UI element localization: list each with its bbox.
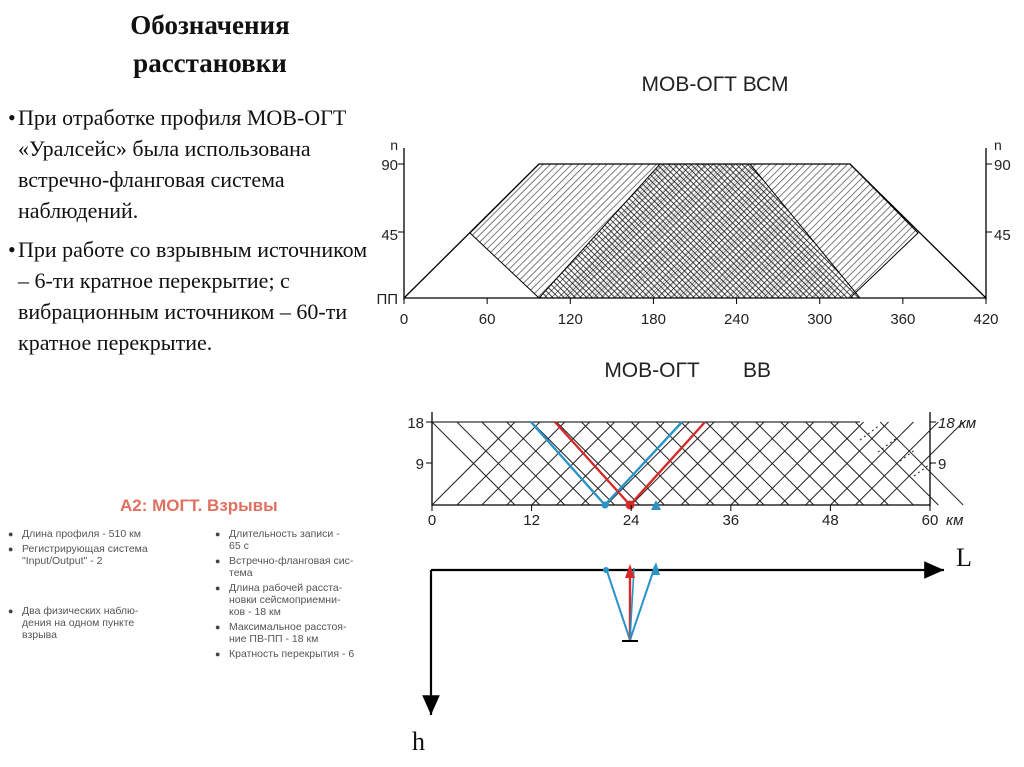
bullet-dot: • bbox=[8, 237, 16, 262]
bullet-dot: • bbox=[8, 105, 16, 130]
y-tick-label: 90 bbox=[381, 157, 398, 174]
y-tick-label-right: 90 bbox=[994, 157, 1011, 174]
x-tick-label: 24 bbox=[622, 512, 640, 529]
h-axis-label: h bbox=[412, 727, 425, 756]
y-tick-label-right: 45 bbox=[994, 227, 1011, 244]
source-point bbox=[603, 567, 609, 573]
inset-item: ● Два физических наблю- дения на одном пункте взрыва bbox=[8, 605, 208, 641]
y-axis-unit-label: n bbox=[390, 137, 398, 153]
mid-chart-x-ticks bbox=[428, 505, 939, 529]
inset-item: ● Длина профиля - 510 км bbox=[8, 528, 208, 540]
inset-title: А2: МОГТ. Взрывы bbox=[120, 496, 278, 515]
top-chart bbox=[376, 73, 1010, 328]
x-tick-label: 120 bbox=[557, 311, 583, 328]
y-tick-label: ПП bbox=[376, 291, 398, 308]
y-tick-label: 9 bbox=[415, 456, 424, 473]
bullet-text: При отработке профиля МОВ-ОГТ «Уралсейс» была использована встречно-фланговая система наблюдений. bbox=[18, 105, 347, 223]
x-tick-label: 60 bbox=[478, 311, 496, 328]
arrowhead-blue bbox=[651, 562, 660, 575]
receiver-point-blue bbox=[602, 502, 609, 509]
inset-item: ● Регистрирующая система "Input/Output" - 2 bbox=[8, 543, 208, 567]
x-tick-label: 0 bbox=[399, 311, 409, 328]
mid-chart-title-suffix: ВВ bbox=[742, 359, 772, 382]
x-tick-label: 180 bbox=[640, 311, 666, 328]
inset-item: ● Кратность перекрытия - 6 bbox=[215, 648, 415, 660]
mid-chart-title: МОВ-ОГТ bbox=[604, 359, 700, 382]
inset-item: ● Длительность записи - 65 с bbox=[215, 528, 415, 552]
y-tick-label: 45 bbox=[381, 227, 398, 244]
x-tick-label: 60 bbox=[921, 512, 939, 529]
shot-point-red bbox=[626, 501, 635, 510]
ray-lattice bbox=[432, 422, 963, 505]
page-title-line: Обозначения bbox=[130, 10, 290, 40]
inset-item: ● Длина рабочей расста- новки сейсмоприемни- ков - 18 км bbox=[215, 582, 415, 618]
x-tick-label: 48 bbox=[822, 512, 839, 529]
bullet-text: При работе со взрывным источником – 6-ти кратное перекрытие; с вибрационным источником – 60-ти кратное перекрытие. bbox=[18, 237, 368, 355]
x-tick-label: 360 bbox=[890, 311, 916, 328]
y-axis-unit-label-right: n bbox=[994, 137, 1002, 153]
y-tick-label: 18 bbox=[407, 415, 424, 432]
l-axis-label: L bbox=[956, 543, 972, 572]
y-tick-label-right: 9 bbox=[938, 456, 947, 473]
ray-blue-left bbox=[606, 568, 630, 640]
x-tick-label: 420 bbox=[973, 311, 999, 328]
y-tick-label-right: 18 км bbox=[938, 415, 977, 432]
inset-item: ● Встречно-фланговая сис- тема bbox=[215, 555, 415, 579]
x-axis-unit-label: км bbox=[946, 512, 964, 529]
top-chart-title: МОВ-ОГТ ВСМ bbox=[641, 73, 789, 96]
inset-item: ● Максимальное расстоя- ние ПВ-ПП - 18 км bbox=[215, 621, 415, 645]
top-chart-x-ticks bbox=[400, 298, 999, 328]
ray-line-dotted bbox=[860, 425, 880, 440]
depth-axes-diagram bbox=[412, 543, 972, 756]
x-tick-label: 0 bbox=[427, 512, 437, 529]
ray-line-dotted bbox=[878, 437, 898, 452]
ray-path-blue bbox=[531, 422, 682, 505]
x-tick-label: 300 bbox=[807, 311, 833, 328]
x-tick-label: 240 bbox=[724, 311, 750, 328]
x-tick-label: 36 bbox=[722, 512, 740, 529]
page-title-line: расстановки bbox=[133, 48, 287, 78]
mid-chart bbox=[407, 359, 976, 529]
x-tick-label: 12 bbox=[523, 512, 540, 529]
